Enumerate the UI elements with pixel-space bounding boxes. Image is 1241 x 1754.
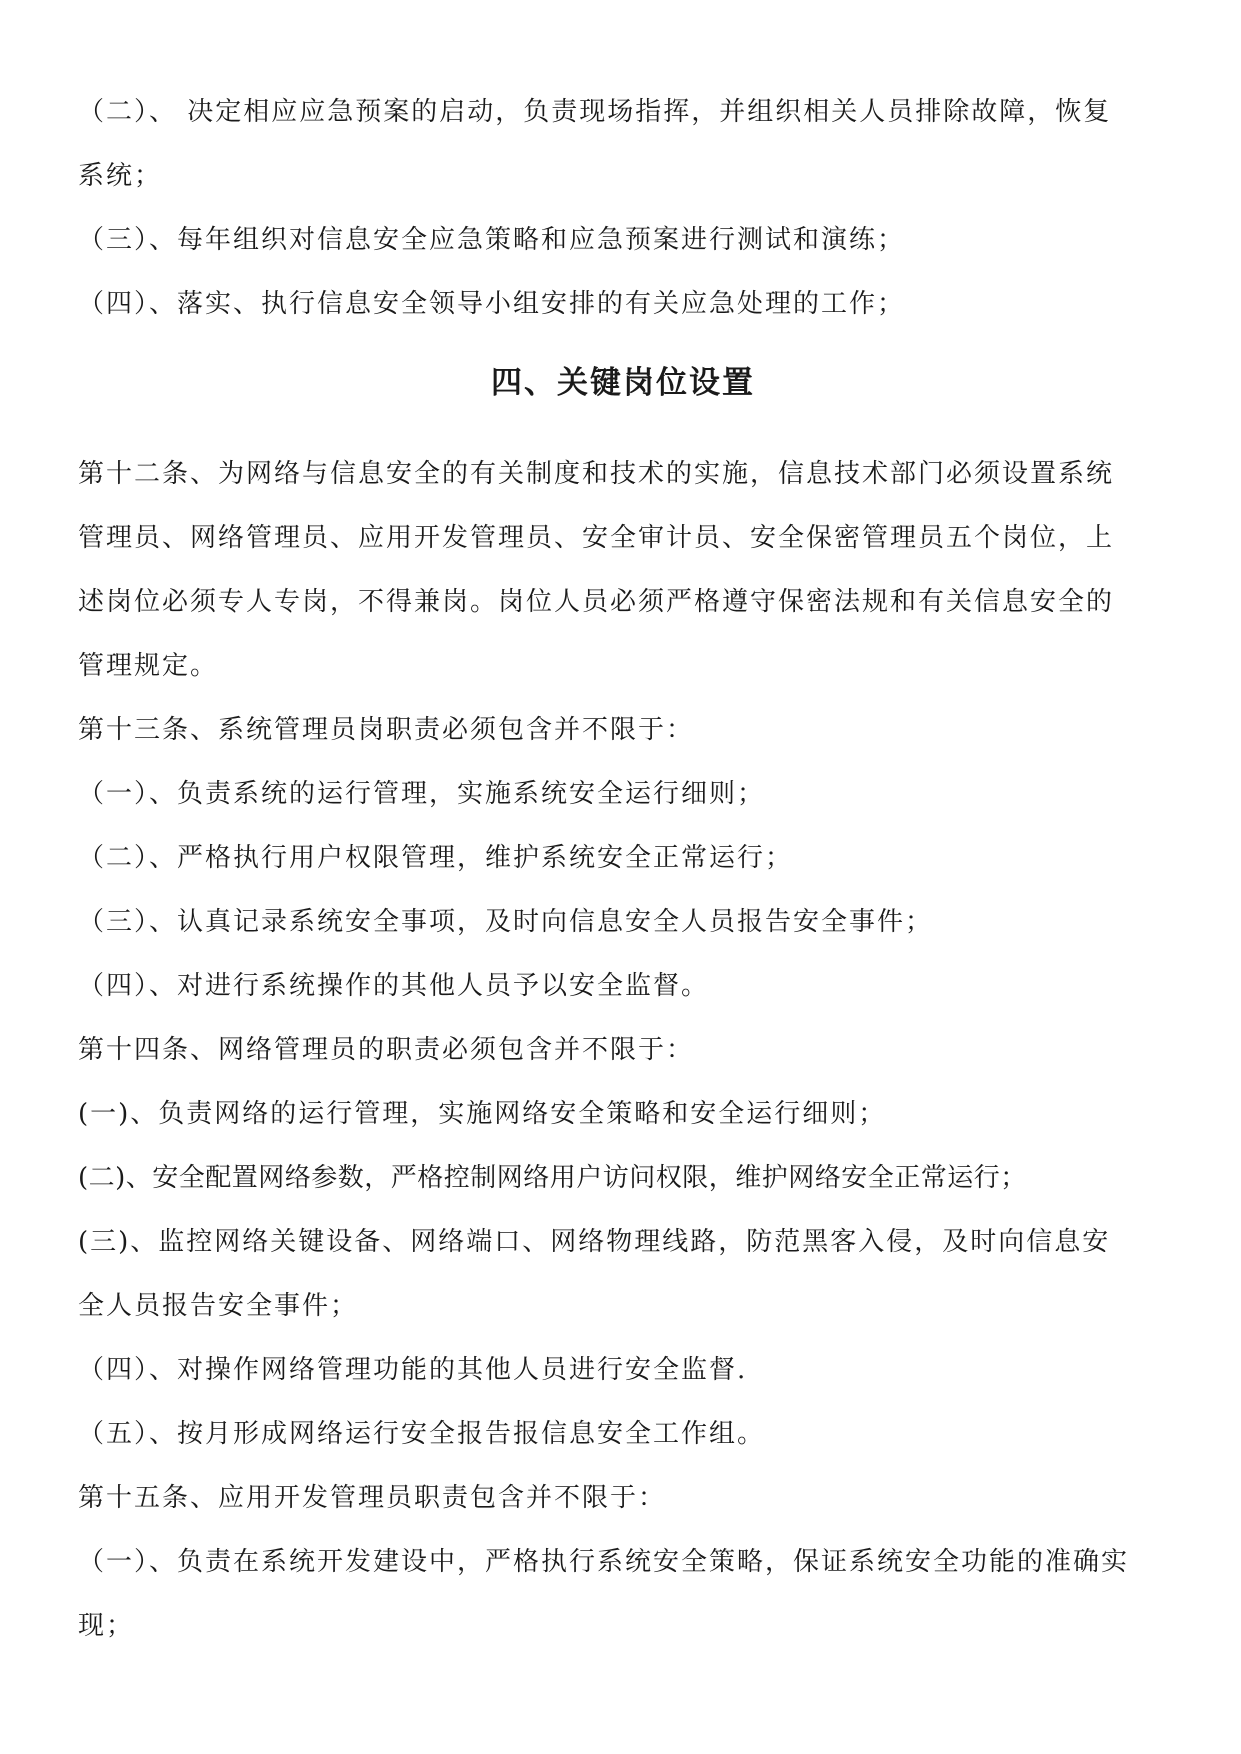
paragraph-line: (三)、监控网络关键设备、网络端口、网络物理线路，防范黑客入侵，及时向信息安 [78,1227,1111,1257]
paragraph-line: 管理规定。 [78,651,219,681]
paragraph-line: 第十二条、为网络与信息安全的有关制度和技术的实施，信息技术部门必须设置系统 [78,459,1115,489]
paragraph-line: （四）、对操作网络管理功能的其他人员进行安全监督. [78,1355,748,1385]
paragraph-line: （三）、每年组织对信息安全应急策略和应急预案进行测试和演练； [78,225,906,255]
paragraph-line: (一)、负责网络的运行管理，实施网络安全策略和安全运行细则； [78,1099,887,1129]
paragraph-line: 第十四条、网络管理员的职责必须包含并不限于： [78,1035,695,1065]
document-page [78,80,1168,1658]
paragraph-line: 全人员报告安全事件； [78,1291,359,1321]
paragraph-line: 第十五条、应用开发管理员职责包含并不限于： [78,1483,667,1513]
paragraph-line: （一）、负责系统的运行管理，实施系统安全运行细则； [78,779,766,809]
paragraph-line: （五）、按月形成网络运行安全报告报信息安全工作组。 [78,1419,766,1449]
paragraph-line: （三）、认真记录系统安全事项，及时向信息安全人员报告安全事件； [78,907,934,937]
paragraph-line: （四）、落实、执行信息安全领导小组安排的有关应急处理的工作； [78,289,906,319]
section-heading: 四、关键岗位设置 [491,365,755,401]
paragraph-line: 述岗位必须专人专岗，不得兼岗。岗位人员必须严格遵守保密法规和有关信息安全的 [78,587,1115,617]
paragraph-line: (二)、安全配置网络参数，严格控制网络用户访问权限，维护网络安全正常运行； [78,1163,1027,1193]
paragraph-line: 现； [78,1611,135,1641]
paragraph-line: 管理员、网络管理员、应用开发管理员、安全审计员、安全保密管理员五个岗位，上 [78,523,1115,553]
paragraph-line: （二）、 决定相应应急预案的启动，负责现场指挥，并组织相关人员排除故障，恢复 [78,97,1112,127]
paragraph-line: （一）、负责在系统开发建设中，严格执行系统安全策略，保证系统安全功能的准确实 [78,1547,1130,1577]
paragraph-line: 系统； [78,161,163,191]
paragraph-line: （四）、对进行系统操作的其他人员予以安全监督。 [78,971,710,1001]
paragraph-line: 第十三条、系统管理员岗职责必须包含并不限于： [78,715,695,745]
paragraph-line: （二）、严格执行用户权限管理，维护系统安全正常运行； [78,843,794,873]
